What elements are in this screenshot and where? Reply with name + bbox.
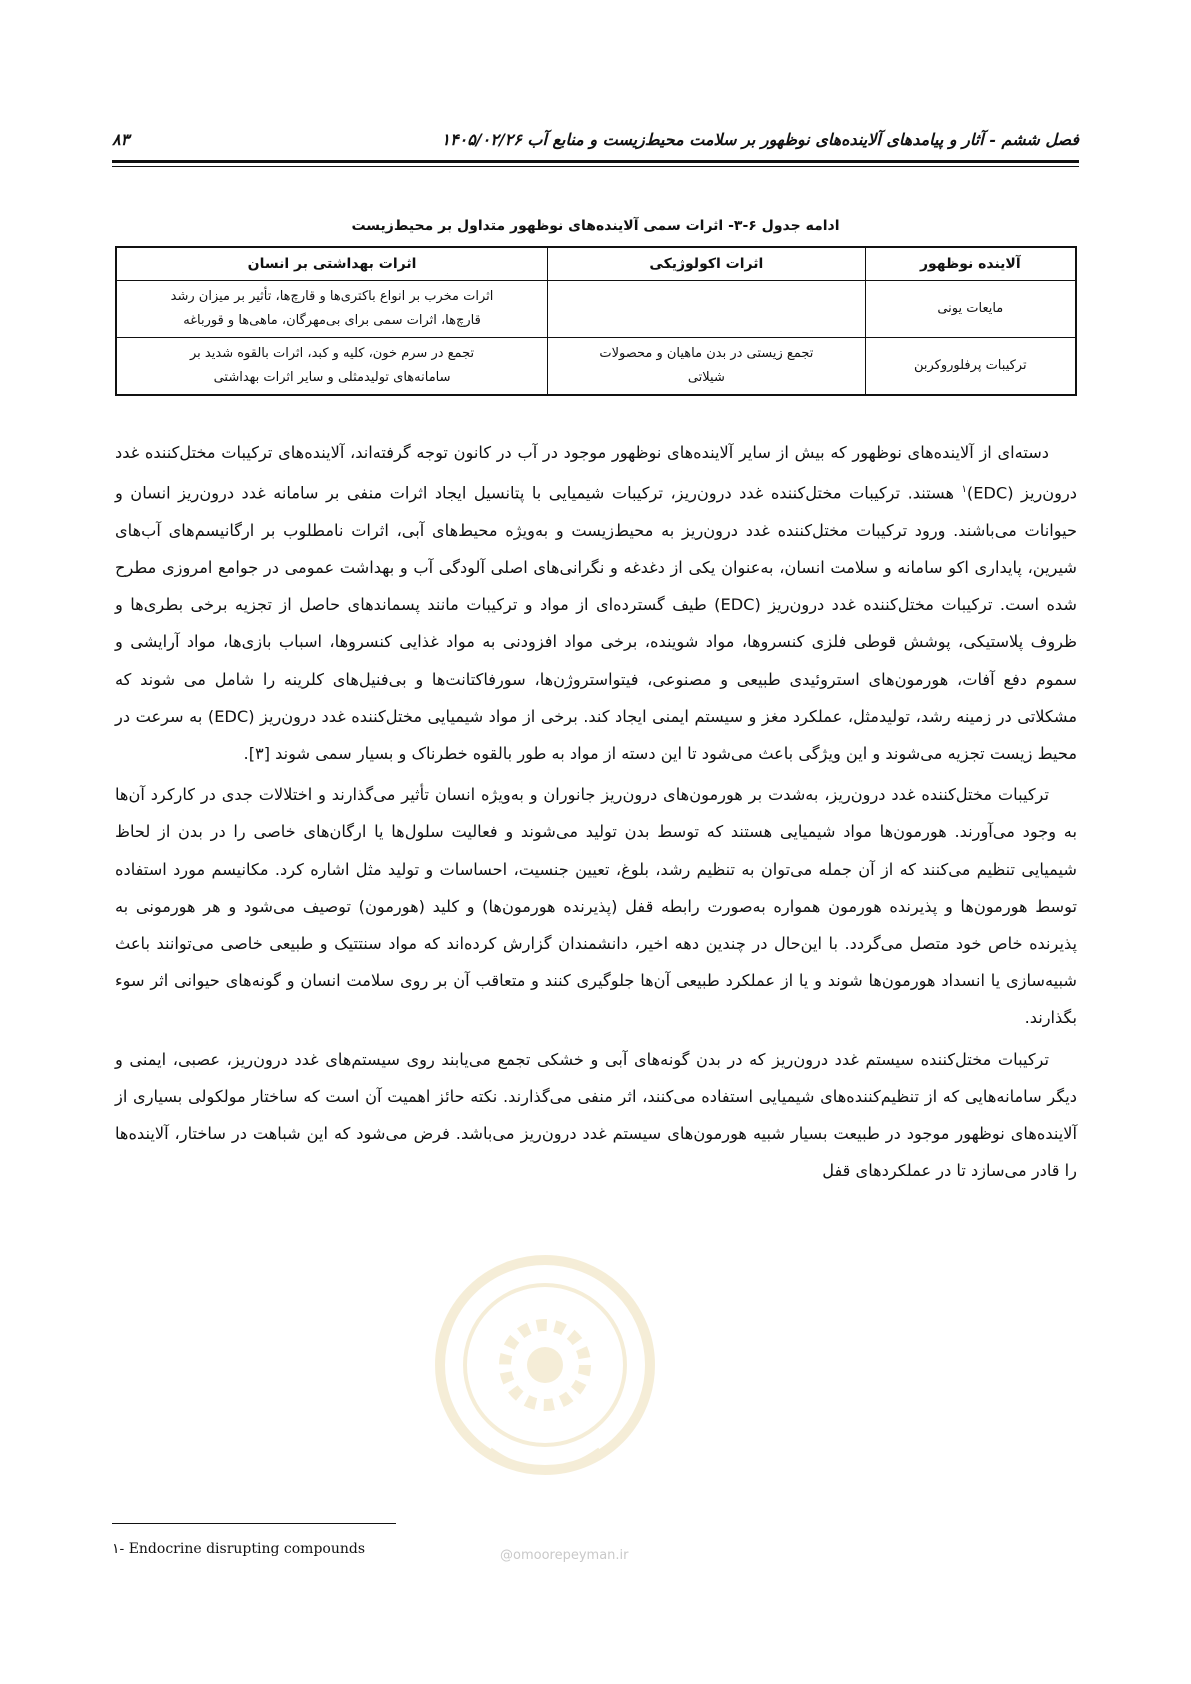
cell-line: تجمع در سرم خون، کلیه و کبد، اثرات بالقوه شدید بر xyxy=(190,346,475,361)
toxicity-table xyxy=(115,246,1077,396)
watermark-text: @omoorepeyman.ir xyxy=(500,1548,629,1563)
header-ecological: اثرات اکولوژیکی xyxy=(548,247,866,281)
table-row xyxy=(116,281,1076,338)
paragraph-text: دسته‌ای از آلاینده‌های نوظهور که بیش از سایر آلاینده‌های نوظهور موجود در آب در کانون توجه گرفته‌اند، آلاینده‌های ترکیبات مختل‌کننده غدد درون‌ریز (EDC) xyxy=(115,443,1077,503)
running-header xyxy=(112,128,1079,158)
paragraph-text: هستند. ترکیبات مختل‌کننده غدد درون‌ریز، ترکیبات شیمیایی با پتانسیل ایجاد اثرات منفی بر سامانه غدد درون‌ریز انسان و حیوانات می‌باشند. ورود ترکیبات مختل‌کننده غدد درون‌ریز به محیط‌زیست و به‌ویژه محیط‌های آبی، اثرات نامطلوب بر ارگانیسم‌های آب‌های شیرین، پایداری اکو سامانه و سلامت انسان، به‌عنوان یکی از دغدغه و نگرانی‌های اصلی آلودگی آب و بهداشت عمومی در جوامع امروزی مطرح شده است. ترکیبات مختل‌کننده غدد درون‌ریز (EDC) طیف گسترده‌ای از مواد و ترکیبات مانند پسماندهای حاصل از تجزیه برخی بطری‌ها و ظروف پلاستیکی، پوشش قوطی فلزی کنسروها، مواد شوینده، برخی مواد افزودنی به مواد غذایی کنسروها، اسباب بازی‌ها، مواد آرایشی و سموم دفع آفات، هورمون‌های استروئیدی طبیعی و مصنوعی، فیتواستروژن‌ها، سورفاکتانت‌ها و بی‌فنیل‌های کلرینه را شامل می شوند که مشکلاتی در زمینه رشد، تولیدمثل، عملکرد مغز و سیستم ایمنی ایجاد کند. برخی از مواد شیمیایی مختل‌کننده غدد درون‌ریز (EDC) به سرعت در محیط زیست تجزیه می‌شوند و این ویژگی باعث می‌شود تا این دسته از مواد به طور بالقوه خطرناک و بسیار سمی شوند [۳]. xyxy=(115,483,1077,764)
cell-line: قارچ‌ها، اثرات سمی برای بی‌مهرگان، ماهی‌ها و قورباغه xyxy=(183,313,481,328)
header-pollutant: آلاینده نوظهور xyxy=(865,247,1076,281)
header-health: اثرات بهداشتی بر انسان xyxy=(116,247,548,281)
cell-line: اثرات مخرب بر انواع باکتری‌ها و قارچ‌ها، تأثیر بر میزان رشد xyxy=(170,289,494,304)
paragraph xyxy=(115,434,1077,772)
body-text xyxy=(115,434,1077,1189)
footnote: ۱- Endocrine disrupting compounds xyxy=(112,1541,366,1557)
paragraph: ترکیبات مختل‌کننده غدد درون‌ریز، به‌شدت بر هورمون‌های درون‌ریز جانوران و به‌ویژه انسان تأثیر می‌گذارند و اختلالات جدی در کارکرد آن‌ها به وجود می‌آورند. هورمون‌ها مواد شیمیایی هستند که توسط بدن تولید می‌شوند و فعالیت سلول‌ها یا ارگان‌های خاصی را در بدن از لحاظ شیمیایی تنظیم می‌کنند که از آن جمله می‌توان به تنظیم رشد، بلوغ، تعیین جنسیت، احساسات و تولید مثل اشاره کرد. مکانیسم مورد استفاده توسط هورمون‌ها و پذیرنده هورمون همواره به‌صورت رابطه قفل (پذیرنده هورمون‌ها) و کلید (هورمون) توصیف می‌شود و هر هورمونی به پذیرنده خاص خود متصل می‌گردد. با این‌حال در چندین دهه اخیر، دانشمندان گزارش کرده‌اند که مواد سنتتیک و طبیعی خاصی می‌توانند باعث شبیه‌سازی یا انسداد هورمون‌ها شوند و یا از عملکرد طبیعی آن‌ها جلوگیری کنند و متعاقب آن بر روی سلامت انسان و گونه‌های حیوانی اثر سوء بگذارند. xyxy=(115,785,1077,1028)
page-number: ۸۳ xyxy=(112,130,130,149)
header-rule-thick xyxy=(112,160,1079,163)
header-rule-thin xyxy=(112,166,1079,167)
footnote-marker[interactable]: ۱ xyxy=(961,484,967,496)
table-header-row xyxy=(116,247,1076,281)
watermark-seal-icon xyxy=(430,1250,660,1500)
cell-pollutant: مایعات یونی xyxy=(865,281,1076,338)
chapter-title: فصل ششم - آثار و پیامدهای آلاینده‌های نوظهور بر سلامت محیط‌زیست و منابع آب ۱۴۰۵/۰۲/۲۶ xyxy=(441,130,1079,149)
cell-line: شیلاتی xyxy=(687,370,725,385)
cell-ecological xyxy=(548,338,866,396)
table-caption: ادامه جدول ۶-۳- اثرات سمی آلاینده‌های نوظهور متداول بر محیط‌زیست xyxy=(351,218,840,234)
table-row xyxy=(116,338,1076,396)
cell-line: تجمع زیستی در بدن ماهیان و محصولات xyxy=(599,346,814,361)
cell-health xyxy=(116,338,548,396)
paragraph: ترکیبات مختل‌کننده سیستم غدد درون‌ریز که در بدن گونه‌های آبی و خشکی تجمع می‌یابند روی سیستم‌های غدد درون‌ریز، عصبی، ایمنی و دیگر سامانه‌هایی که از تنظیم‌کننده‌های شیمیایی استفاده می‌کنند، اثر منفی می‌گذارند. نکته حائز اهمیت آن است که ساختار مولکولی بسیاری از آلاینده‌های نوظهور موجود در طبیعت بسیار شبیه هورمون‌های سیستم غدد درون‌ریز می‌باشد. فرض می‌شود که این شباهت در ساختار، آلاینده‌ها را قادر می‌سازد تا در عملکردهای قفل xyxy=(115,1049,1077,1181)
cell-line: سامانه‌های تولیدمثلی و سایر اثرات بهداشتی xyxy=(213,370,451,385)
cell-ecological xyxy=(548,281,866,338)
cell-pollutant: ترکیبات پرفلوروکربن xyxy=(865,338,1076,396)
cell-health xyxy=(116,281,548,338)
footnote-rule xyxy=(112,1523,396,1524)
